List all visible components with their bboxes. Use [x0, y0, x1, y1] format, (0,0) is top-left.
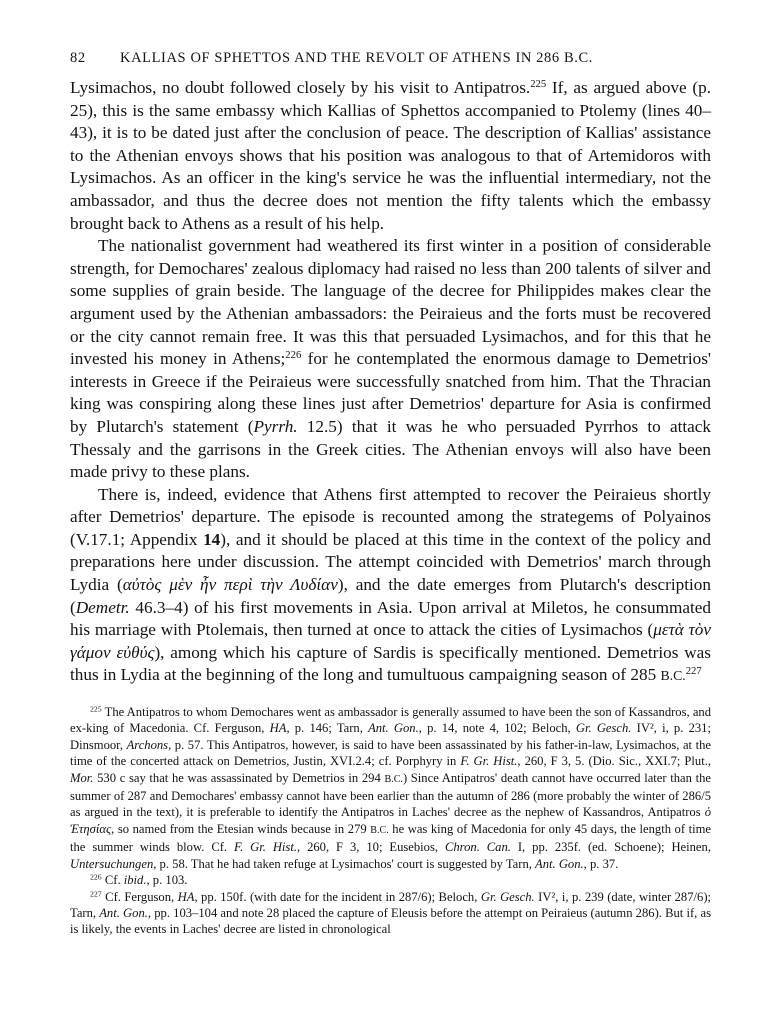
paragraph: There is, indeed, evidence that Athens first attempted to recover the Peiraieus shortly after Demetrios' departure. The episode is recounted among the strategems of Polyainos (V.17.1; Appendix 14), and it should be placed at this time in the context of the policy and preparations here under discussion. The attempt coincided with Demetrios' march through Lydia (αὐτὸς μὲν ἦν περὶ τὴν Λυδίαν), and the date emerges from Plutarch's description (Demetr. 46.3–4) of his first movements in Asia. Upon arrival at Miletos, he consummated his marriage with Ptolemais, then turned at once to attack the cities of Lysimachos (μετὰ τὸν γάμον εὐθύς), among which his capture of Sardis is specifically mentioned. Demetrios was thus in Lydia at the beginning of the long and tumultuous campaigning season of 285 B.C.$^{227}$	[70, 484, 711, 685]
footnote-number: 226	[90, 872, 102, 882]
paragraph: Lysimachos, no doubt followed closely by his visit to Antipatros.$^{225}$ If, as argued above (p. 25), this is the same embassy which Kallias of Sphettos accompanied to Ptolemy (lines 40–43), it is to be dated just after the conclusion of peace. The description of Kallias' assistance to the Athenian envoys shows that his position was analogous to that of Artemidoros with Lysimachos. As an officer in the king's service he was the influential intermediary, not the ambassador, and thus the decree does not mention the fifty talents which the embassy brought back to Athens as a result of his help.	[70, 78, 712, 233]
greek-quote: αὐτὸς μὲν ἦν περὶ τὴν Λυδίαν	[122, 575, 338, 595]
footnote-ref: 226	[285, 350, 302, 362]
footnote-number: 227	[90, 889, 102, 899]
footnote: $^{226}$ Cf. ibid., p. 103.	[90, 872, 188, 888]
paragraph: The nationalist government had weathered its first winter in a position of considerable strength, for Demochares' zealous diplomacy had raised no less than 200 talents of silver and some supplies of grain beside. The language of the decree for Philippides makes clear the argument used by the Athenian ambassadors: the Peiraieus and the forts must be recovered or the city cannot remain free. It was this that persuaded Lysimachos, and for this that he invested his money in Athens;$^{226}$ for he contemplated the enormous damage to Demetrios' interests in Greece if the Peiraieus were successfully snatched from him. That the Thracian king was conspiring along these lines just after Demetrios' departure for Asia is confirmed by Plutarch's statement (Pyrrh. 12.5) that it was he who persuaded Pyrrhos to attack Thessaly and the garrisons in the Greek cities. The Athenian envoys will also have been made privy to these plans.	[70, 236, 711, 482]
greek-quote: ὁ Ἐτησίας	[70, 805, 711, 836]
footnote-ref: 227	[685, 666, 702, 678]
footnote-ref: 225	[530, 79, 547, 91]
footnotes	[70, 704, 711, 938]
running-title: KALLIAS OF SPHETTOS AND THE REVOLT OF ATHENS IN 286 B.C.	[120, 50, 593, 66]
footnote: $^{227}$ Cf. Ferguson, HA, pp. 150f. (with date for the incident in 287/6); Beloch, Gr. Gesch. IV², i, p. 239 (date, winter 287/6); Tarn, Ant. Gon., pp. 103–104 and note 28 placed the capture of Eleusis before the attempt on Peiraieus (autumn 286). But if, as is likely, the events in Laches' decree are listed in chronological	[70, 889, 712, 937]
greek-quote: μετὰ τὸν γάμον εὐθύς	[70, 620, 711, 662]
footnote: $^{225}$ The Antipatros to whom Demochares went as ambassador is generally assumed to have been the son of Kassandros, and ex-king of Macedonia. Cf. Ferguson, HA, p. 146; Tarn, Ant. Gon., p. 14, note 4, 102; Beloch, Gr. Gesch. IV², i, p. 231; Dinsmoor, Archons, p. 57. This Antipatros, however, is said to have been assassinated by his father-in-law, Lysimachos, at the time of the concerted attack on Demetrios, Justin, XVI.2.4; cf. Porphyry in F. Gr. Hist., 260, F 3, 5. (Dio. Sic., XXI.7; Plut., Mor. 530 c say that he was assassinated by Demetrios in 294 B.C.) Since Antipatros' death cannot have occurred later than the summer of 287 and Demochares' embassy cannot have been earlier than the autumn of 286 (more probably the winter of 286/5 as argued in the text), it is preferable to identify the Antipatros in Laches' decree as the nephew of Kassandros, Antipatros ὁ Ἐτησίας, so named from the Etesian winds because in 279 B.C. he was king of Macedonia for only 45 days, the length of time the summer winds blow. Cf. F. Gr. Hist., 260, F 3, 10; Eusebios, Chron. Can. I, pp. 235f. (ed. Schoene); Heinen, Untersuchungen, p. 58. That he had taken refuge at Lysimachos' court is suggested by Tarn, Ant. Gon., p. 37.	[70, 704, 712, 871]
footnote-number: 225	[90, 704, 102, 714]
main-text	[70, 77, 711, 688]
running-header	[70, 50, 711, 67]
page-number: 82	[70, 50, 86, 66]
